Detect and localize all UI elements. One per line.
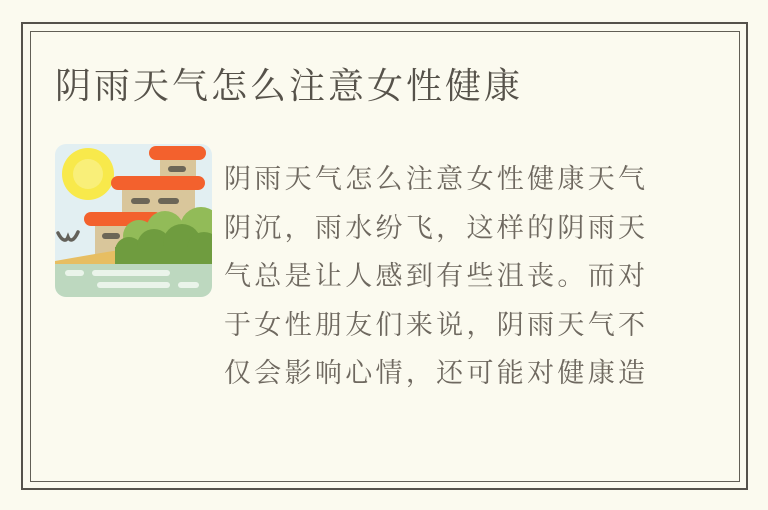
body-line: 仅会影响心情，还可能对健康造 xyxy=(224,358,645,389)
sun-icon xyxy=(62,148,114,200)
landscape-illustration xyxy=(55,144,212,297)
article-title: 阴雨天气怎么注意女性健康 xyxy=(55,65,524,106)
body-line: 气总是让人感到有些沮丧。而对 xyxy=(224,261,645,292)
water xyxy=(55,264,212,297)
article-body xyxy=(224,156,645,399)
landscape-illustration-svg xyxy=(55,144,212,297)
body-line: 阴雨天气怎么注意女性健康天气 xyxy=(224,164,645,195)
body-line: 于女性朋友们来说，阴雨天气不 xyxy=(224,309,645,341)
body-line: 阴沉，雨水纷飞，这样的阴雨天 xyxy=(224,212,645,244)
